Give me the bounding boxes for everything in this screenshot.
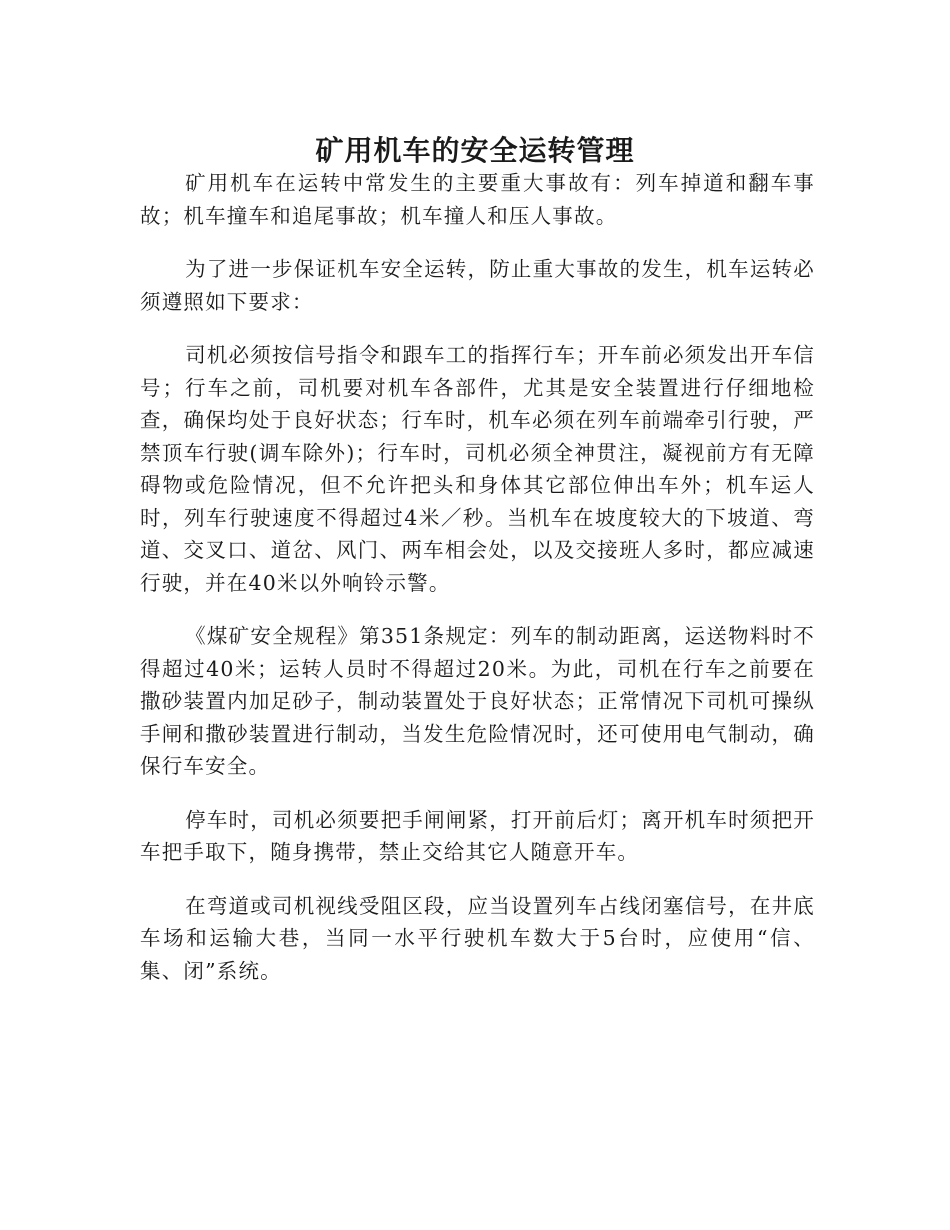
paragraph-5: 停车时，司机必须要把手闸闸紧，打开前后灯；离开机车时须把开车把手取下，随身携带，禁止交给其它人随意开车。 xyxy=(140,807,815,864)
paragraph-4: 《煤矿安全规程》第351条规定：列车的制动距离，运送物料时不得超过40米；运转人员时不得超过20米。为此，司机在行车之前要在撒砂装置内加足砂子，制动装置处于良好状态；正常情况下司机可操纵手闸和撒砂装置进行制动，当发生危险情况时，还可使用电气制动，确保行车安全。 xyxy=(140,624,815,778)
paragraph-2: 为了进一步保证机车安全运转，防止重大事故的发生，机车运转必须遵照如下要求： xyxy=(140,257,815,314)
document-body xyxy=(140,167,815,1008)
paragraph-6: 在弯道或司机视线受阻区段，应当设置列车占线闭塞信号，在井底车场和运输大巷，当同一水平行驶机车数大于5台时，应使用“信、集、闭”系统。 xyxy=(140,893,815,983)
paragraph-1: 矿用机车在运转中常发生的主要重大事故有：列车掉道和翻车事故；机车撞车和追尾事故；机车撞人和压人事故。 xyxy=(140,171,815,228)
document-title: 矿用机车的安全运转管理 xyxy=(315,133,635,167)
paragraph-3: 司机必须按信号指令和跟车工的指挥行车；开车前必须发出开车信号；行车之前，司机要对机车各部件，尤其是安全装置进行仔细地检查，确保均处于良好状态；行车时，机车必须在列车前端牵引行驶，严禁顶车行驶(调车除外)；行车时，司机必须全神贯注，凝视前方有无障碍物或危险情况，但不允许把头和身体其它部位伸出车外；机车运人时，列车行驶速度不得超过4米／秒。当机车在坡度较大的下坡道、弯道、交叉口、道岔、风门、两车相会处，以及交接班人多时，都应减速行驶，并在40米以外响铃示警。 xyxy=(140,343,815,595)
